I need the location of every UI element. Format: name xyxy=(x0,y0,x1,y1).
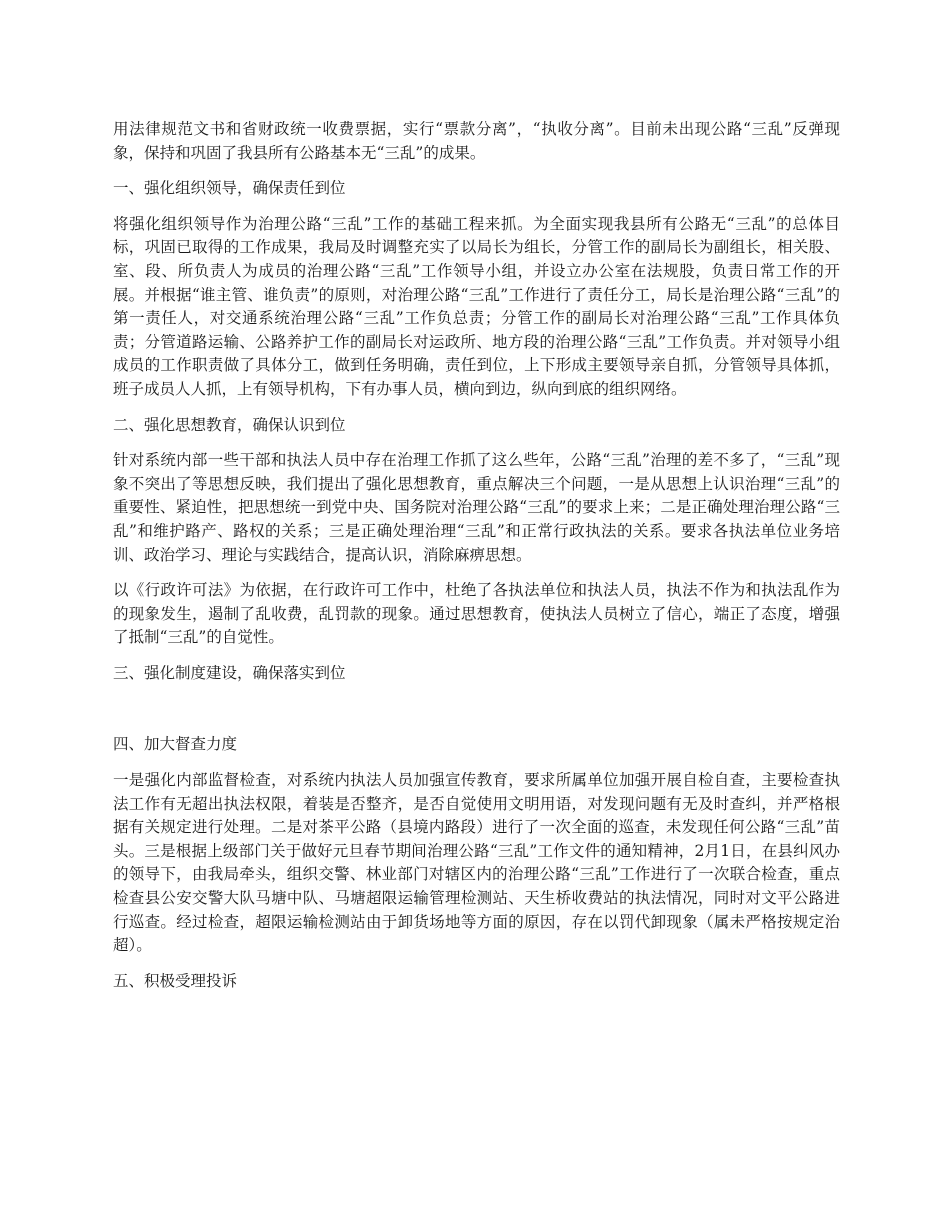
paragraph-section-2a: 针对系统内部一些干部和执法人员中存在治理工作抓了这么些年，公路“三乱”治理的差不多了，“三乱”现象不突出了等思想反映，我们提出了强化思想教育，重点解决三个问题，一是从思想上认识治理“三乱”的重要性、紧迫性，把思想统一到党中央、国务院对治理公路“三乱”的要求上来；二是正确处理治理公路“三乱”和维护路产、路权的关系；三是正确处理治理“三乱”和正常行政执法的关系。要求各执法单位业务培训、政治学习、理论与实践结合，提高认识，消除麻痹思想。 xyxy=(113,451,840,564)
section-heading-3: 三、强化制度建设，确保落实到位 xyxy=(113,663,346,682)
paragraph-section-2b: 以《行政许可法》为依据，在行政许可工作中，杜绝了各执法单位和执法人员，执法不作为和执法乱作为的现象发生，遏制了乱收费，乱罚款的现象。通过思想教育，使执法人员树立了信心，端正了态度，增强了抵制“三乱”的自觉性。 xyxy=(113,581,840,647)
paragraph-section-4: 一是强化内部监督检查，对系统内执法人员加强宣传教育，要求所属单位加强开展自检自查，主要检查执法工作有无超出执法权限，着装是否整齐，是否自觉使用文明用语，对发现问题有无及时查纠，并严格根据有关规定进行处理。二是对茶平公路（县境内路段）进行了一次全面的巡查，未发现任何公路“三乱”苗头。三是根据上级部门关于做好元旦春节期间治理公路“三乱”工作文件的通知精神，2月1日，在县纠风办的领导下，由我局牵头，组织交警、林业部门对辖区内的治理公路“三乱”工作进行了一次联合检查，重点检查县公安交警大队马塘中队、马塘超限运输管理检测站、天生桥收费站的执法情况，同时对文平公路进行巡查。经过检查，超限运输检测站由于卸货场地等方面的原因，存在以罚代卸现象（属未严格按规定治超）。 xyxy=(113,771,840,955)
document-body xyxy=(113,118,840,1005)
section-heading-1: 一、强化组织领导，确保责任到位 xyxy=(113,179,346,198)
paragraph-section-1: 将强化组织领导作为治理公路“三乱”工作的基础工程来抓。为全面实现我县所有公路无“三乱”的总体目标，巩固已取得的工作成果，我局及时调整充实了以局长为组长，分管工作的副局长为副组长，相关股、室、段、所负责人为成员的治理公路“三乱”工作领导小组，并设立办公室在法规股，负责日常工作的开展。并根据“谁主管、谁负责”的原则，对治理公路“三乱”工作进行了责任分工，局长是治理公路“三乱”的第一责任人，对交通系统治理公路“三乱”工作负总责；分管工作的副局长对治理公路“三乱”工作具体负责；分管道路运输、公路养护工作的副局长对运政所、地方段的治理公路“三乱”工作负责。并对领导小组成员的工作职责做了具体分工，做到任务明确，责任到位，上下形成主要领导亲自抓，分管领导具体抓，班子成员人人抓，上有领导机构，下有办事人员，横向到边，纵向到底的组织网络。 xyxy=(113,214,840,398)
section-heading-2: 二、强化思想教育，确保认识到位 xyxy=(113,415,346,434)
paragraph-intro: 用法律规范文书和省财政统一收费票据，实行“票款分离”，“执收分离”。目前未出现公路“三乱”反弹现象，保持和巩固了我县所有公路基本无“三乱”的成果。 xyxy=(113,120,840,162)
section-heading-5: 五、积极受理投诉 xyxy=(113,971,238,990)
section-heading-4: 四、加大督查力度 xyxy=(113,735,238,754)
blank-gap xyxy=(113,697,840,733)
